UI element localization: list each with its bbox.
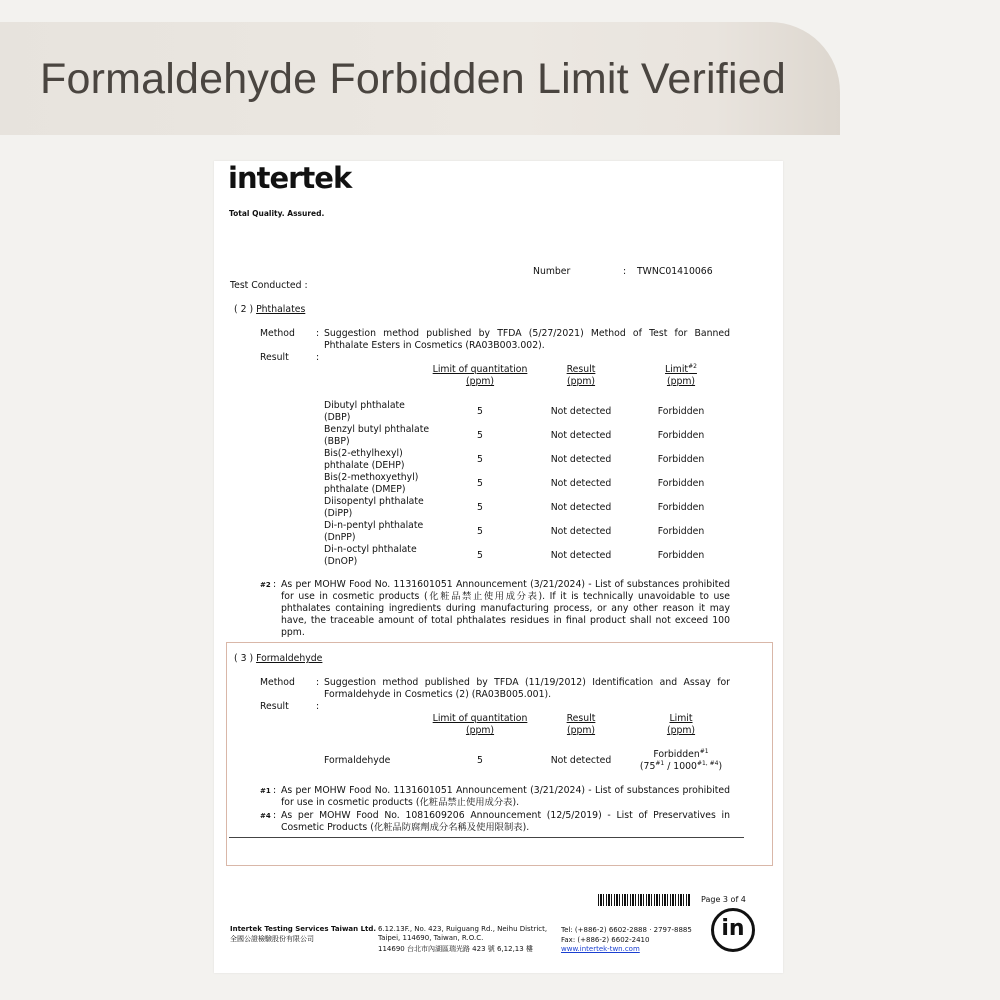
intertek-logo: intertek bbox=[228, 161, 352, 195]
result-cell: Not detected bbox=[550, 502, 612, 513]
col-result-line1: Result bbox=[566, 713, 596, 724]
limit-cell: Forbidden bbox=[657, 526, 705, 537]
limit-1000-footnote-ref: #1, #4 bbox=[696, 760, 719, 767]
col-limit-line1: Limit bbox=[665, 364, 689, 375]
col-header-limit bbox=[651, 364, 711, 388]
phthalates-heading: Phthalates bbox=[256, 304, 306, 315]
substance-name-line1: Di-n-octyl phthalate bbox=[324, 544, 417, 555]
result-cell: Not detected bbox=[550, 550, 612, 561]
company-name-en: Intertek Testing Services Taiwan Ltd. bbox=[230, 925, 377, 933]
intertek-circle-logo bbox=[711, 908, 755, 952]
substance-name bbox=[324, 448, 405, 472]
address-zh: 114690 台北市內湖區瑞光路 423 號 6,12,13 樓 bbox=[378, 945, 533, 953]
limit-cell: Forbidden bbox=[657, 550, 705, 561]
loq-cell: 5 bbox=[477, 430, 483, 441]
loq-cell: 5 bbox=[477, 454, 483, 465]
website-link[interactable]: www.intertek-twn.com bbox=[561, 945, 640, 953]
note-4-colon: : bbox=[273, 810, 277, 821]
note-2-text: As per MOHW Food No. 1131601051 Announcement (3/21/2024) - List of substances prohibited for use in cosmetic products (化粧品禁止使用成分表). If it is technically unavoidable to use phthalates containing ingredients during manufacturing process, or any other reason it may have, the traceable amount of total phthalates residues in final product shall not exceed 100 ppm. bbox=[281, 579, 730, 638]
substance-name bbox=[324, 544, 417, 568]
limit-cell: Forbidden bbox=[657, 478, 705, 489]
col-loq-line2: (ppm) bbox=[465, 376, 495, 387]
phthalates-method-text: Suggestion method published by TFDA (5/27/2021) Method of Test for Banned Phthalate Esters in Cosmetics (RA03B003.002). bbox=[324, 328, 730, 351]
loq-cell: 5 bbox=[477, 406, 483, 417]
result-label: Result bbox=[260, 352, 289, 363]
section-number: ( 3 ) bbox=[234, 653, 254, 664]
col-limit-footnote-ref: #2 bbox=[688, 363, 697, 370]
limit-main: Forbidden bbox=[653, 749, 700, 760]
substance-name-line1: Bis(2-ethylhexyl) bbox=[324, 448, 403, 459]
result-colon: : bbox=[316, 701, 320, 712]
col-limit-line1: Limit bbox=[669, 713, 693, 724]
result-cell: Not detected bbox=[550, 526, 612, 537]
telephone: Tel: (+886-2) 6602-2888 · 2797-8885 bbox=[561, 926, 692, 934]
col-result-line1: Result bbox=[566, 364, 596, 375]
col-limit-line2: (ppm) bbox=[666, 725, 696, 736]
section-number: ( 2 ) bbox=[234, 304, 254, 315]
limit-cell: Forbidden bbox=[657, 406, 705, 417]
formaldehyde-row-result: Not detected bbox=[550, 755, 612, 766]
col-header-loq bbox=[425, 713, 535, 737]
method-colon: : bbox=[316, 677, 320, 688]
result-cell: Not detected bbox=[550, 430, 612, 441]
address-line-2: Taipei, 114690, Taiwan, R.O.C. bbox=[378, 934, 484, 942]
result-cell: Not detected bbox=[550, 478, 612, 489]
note-1-colon: : bbox=[273, 785, 277, 796]
phthalates-section-heading bbox=[234, 304, 305, 316]
substance-name-line1: Di-n-pentyl phthalate bbox=[324, 520, 424, 531]
method-label: Method bbox=[260, 677, 295, 688]
col-result-line2: (ppm) bbox=[566, 376, 596, 387]
col-header-loq bbox=[425, 364, 535, 388]
banner-title: Formaldehyde Forbidden Limit Verified bbox=[40, 55, 786, 103]
intertek-logo-glyph: in bbox=[721, 916, 745, 941]
col-loq-line1: Limit of quantitation bbox=[432, 713, 528, 724]
result-cell: Not detected bbox=[550, 454, 612, 465]
substance-name-line2: (DnOP) bbox=[324, 556, 358, 567]
address-line-1: 6.12.13F., No. 423, Ruiguang Rd., Neihu District, bbox=[378, 925, 548, 933]
loq-cell: 5 bbox=[477, 526, 483, 537]
formaldehyde-row-loq: 5 bbox=[477, 755, 483, 766]
substance-name bbox=[324, 496, 424, 520]
substance-name bbox=[324, 400, 405, 424]
note-1-marker: #1 bbox=[260, 787, 271, 795]
col-loq-line2: (ppm) bbox=[465, 725, 495, 736]
substance-name-line2: (BBP) bbox=[324, 436, 350, 447]
company-name-zh: 全國公證檢驗股份有限公司 bbox=[230, 935, 314, 943]
test-report-document bbox=[214, 161, 783, 973]
substance-name-line2: (DBP) bbox=[324, 412, 351, 423]
substance-name-line1: Benzyl butyl phthalate bbox=[324, 424, 430, 435]
col-loq-line1: Limit of quantitation bbox=[432, 364, 528, 375]
limit-cell: Forbidden bbox=[657, 430, 705, 441]
col-header-result bbox=[551, 364, 611, 388]
limit-value-75: (75 bbox=[639, 761, 656, 772]
logo-tagline: Total Quality. Assured. bbox=[229, 209, 325, 218]
result-cell: Not detected bbox=[550, 406, 612, 417]
substance-name-line1: Dibutyl phthalate bbox=[324, 400, 405, 411]
limit-75-footnote-ref: #1 bbox=[655, 760, 665, 767]
substance-name-line2: (DnPP) bbox=[324, 532, 356, 543]
substance-name bbox=[324, 424, 429, 448]
fax: Fax: (+886-2) 6602-2410 bbox=[561, 936, 650, 944]
limit-value-1000: / 1000 bbox=[664, 761, 697, 772]
barcode bbox=[598, 894, 690, 906]
note-4-marker: #4 bbox=[260, 812, 271, 820]
substance-name-line1: Diisopentyl phthalate bbox=[324, 496, 424, 507]
page-number: Page 3 of 4 bbox=[701, 895, 746, 904]
end-of-section-rule bbox=[229, 837, 744, 838]
formaldehyde-section-heading bbox=[234, 653, 322, 665]
result-label: Result bbox=[260, 701, 289, 712]
limit-cell: Forbidden bbox=[657, 454, 705, 465]
formaldehyde-row-limit bbox=[631, 749, 731, 773]
loq-cell: 5 bbox=[477, 478, 483, 489]
col-limit-line2: (ppm) bbox=[666, 376, 696, 387]
loq-cell: 5 bbox=[477, 502, 483, 513]
substance-name-line2: phthalate (DEHP) bbox=[324, 460, 405, 471]
note-2-colon: : bbox=[273, 579, 277, 590]
report-number: TWNC01410066 bbox=[637, 266, 713, 277]
substance-name bbox=[324, 472, 418, 496]
limit-cell: Forbidden bbox=[657, 502, 705, 513]
test-conducted-label: Test Conducted : bbox=[230, 280, 308, 291]
formaldehyde-heading: Formaldehyde bbox=[256, 653, 323, 664]
number-colon: : bbox=[623, 266, 627, 277]
number-label: Number bbox=[533, 266, 571, 277]
note-4-text: As per MOHW Food No. 1081609206 Announcement (12/5/2019) - List of Preservatives in Cosmetic Products (化粧品防腐劑成分名稱及使用限制表). bbox=[281, 810, 730, 833]
limit-close-paren: ) bbox=[718, 761, 723, 772]
website-link-wrap bbox=[561, 944, 640, 954]
substance-name-line2: phthalate (DMEP) bbox=[324, 484, 406, 495]
result-colon: : bbox=[316, 352, 320, 363]
formaldehyde-method-text: Suggestion method published by TFDA (11/19/2012) Identification and Assay for Formaldehyde in Cosmetics (2) (RA03B005.001). bbox=[324, 677, 730, 700]
col-header-limit bbox=[651, 713, 711, 737]
note-1-text: As per MOHW Food No. 1131601051 Announcement (3/21/2024) - List of substances prohibited for use in cosmetic products (化粧品禁止使用成分表). bbox=[281, 785, 730, 808]
loq-cell: 5 bbox=[477, 550, 483, 561]
substance-name-line2: (DiPP) bbox=[324, 508, 353, 519]
method-label: Method bbox=[260, 328, 295, 339]
note-2-marker: #2 bbox=[260, 581, 271, 589]
formaldehyde-row-name: Formaldehyde bbox=[324, 755, 391, 766]
method-colon: : bbox=[316, 328, 320, 339]
limit-main-footnote-ref: #1 bbox=[699, 748, 709, 755]
col-header-result bbox=[551, 713, 611, 737]
substance-name bbox=[324, 520, 423, 544]
substance-name-line1: Bis(2-methoxyethyl) bbox=[324, 472, 419, 483]
col-result-line2: (ppm) bbox=[566, 725, 596, 736]
